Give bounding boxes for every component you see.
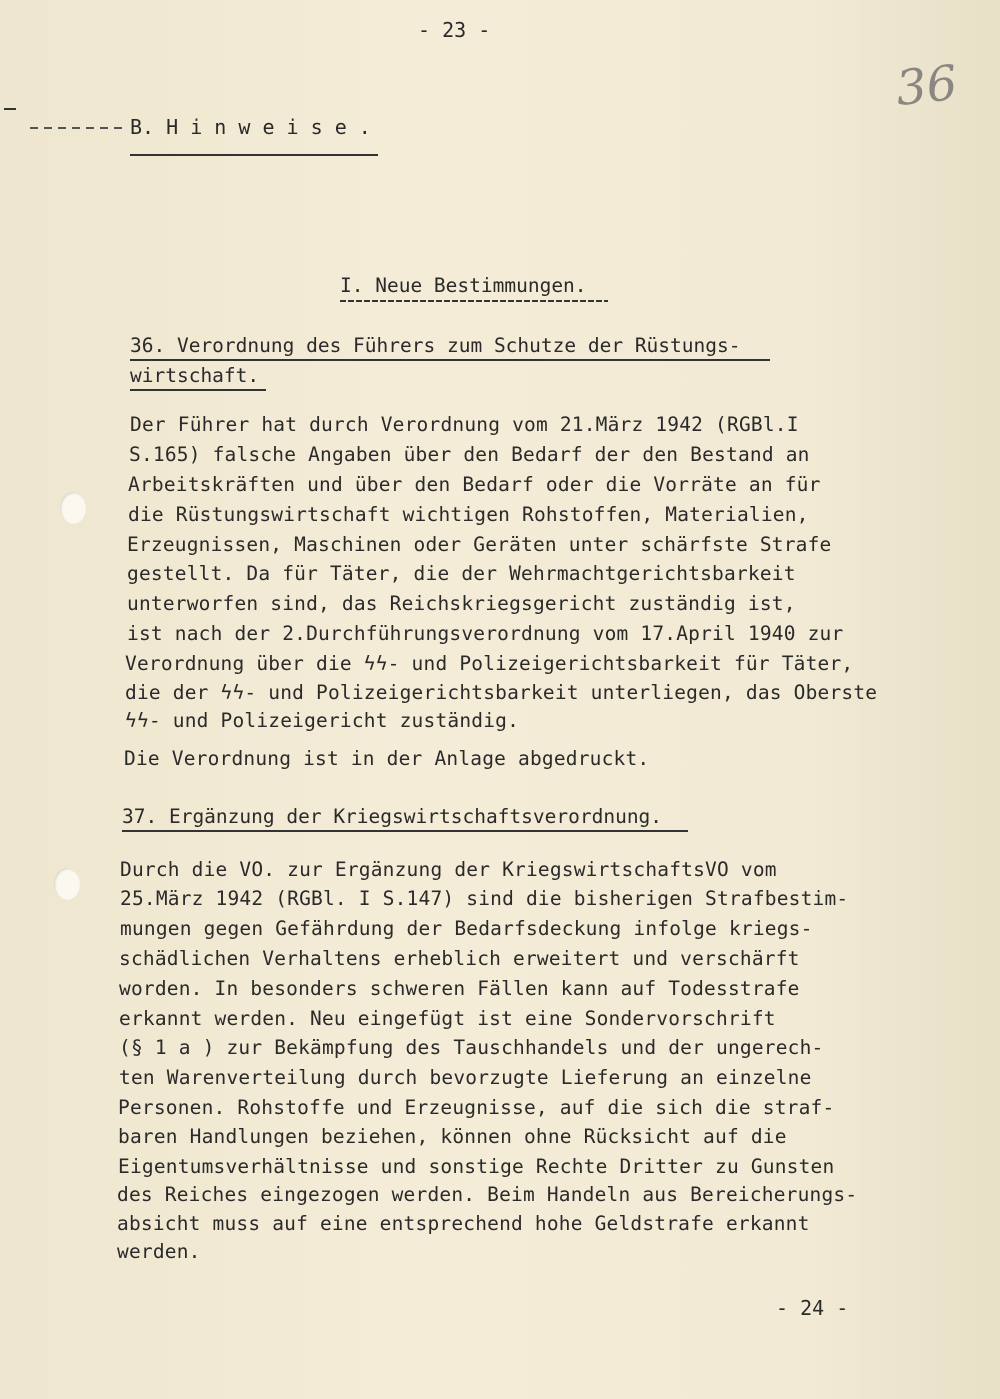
item37-line: 25.März 1942 (RGBl. I S.147) sind die bisherigen Strafbestim- — [120, 887, 849, 910]
item36-line: ist nach der 2.Durchführungsverordnung vom 17.April 1940 zur — [127, 622, 844, 645]
item36-line: die Rüstungswirtschaft wichtigen Rohstoffen, Materialien, — [128, 503, 809, 526]
item36-heading-line2: wirtschaft. — [130, 364, 260, 387]
punch-hole-bottom — [54, 868, 80, 900]
item37-heading-underline — [122, 830, 688, 832]
item37-line: erkannt werden. Neu eingefügt ist eine Sondervorschrift — [119, 1007, 776, 1030]
archive-number: 36 — [893, 54, 960, 118]
item36-line: gestellt. Da für Täter, die der Wehrmachtgerichtsbarkeit — [127, 562, 796, 585]
section-title: B. H i n w e i s e . — [130, 115, 371, 139]
item36-closing: Die Verordnung ist in der Anlage abgedruckt. — [124, 747, 650, 770]
page-number-top: - 23 - — [418, 18, 491, 42]
section-subtitle-underline — [340, 300, 608, 302]
item36-line: Arbeitskräften und über den Bedarf oder die Vorräte an für — [128, 473, 821, 496]
item36-line: S.165) falsche Angaben über den Bedarf der den Bestand an — [129, 443, 810, 466]
next-page-number: - 24 - — [776, 1296, 849, 1320]
section-subtitle: I. Neue Bestimmungen. — [340, 274, 587, 297]
item37-line: ten Warenverteilung durch bevorzugte Lieferung an einzelne — [119, 1066, 812, 1089]
item37-line: worden. In besonders schweren Fällen kann auf Todesstrafe — [119, 977, 800, 1000]
item37-heading: 37. Ergänzung der Kriegswirtschaftsverordnung. — [122, 805, 663, 828]
item36-heading-line1: 36. Verordnung des Führers zum Schutze der Rüstungs- — [130, 334, 741, 357]
item37-line: Personen. Rohstoffe und Erzeugnisse, auf die sich die straf- — [118, 1096, 835, 1119]
item37-line: (§ 1 a ) zur Bekämpfung des Tauschhandels und der ungerech- — [119, 1036, 824, 1059]
item37-line: des Reiches eingezogen werden. Beim Handeln aus Bereicherungs- — [117, 1183, 858, 1206]
item37-line: baren Handlungen beziehen, können ohne Rücksicht auf die — [118, 1125, 787, 1148]
item37-line: werden. — [117, 1240, 201, 1263]
section-title-underline — [130, 154, 378, 156]
item37-line: mungen gegen Gefährdung der Bedarfsdeckung infolge kriegs- — [120, 917, 813, 940]
item36-heading-underline2 — [130, 389, 266, 391]
margin-mark — [4, 108, 16, 110]
item36-heading-underline1 — [130, 359, 770, 361]
item37-line: schädlichen Verhaltens erheblich erweitert und verschärft — [119, 947, 800, 970]
item36-line: Verordnung über die ϟϟ- und Polizeigerichtsbarkeit für Täter, — [125, 652, 854, 675]
item37-line: Eigentumsverhältnisse und sonstige Rechte Dritter zu Gunsten — [118, 1155, 835, 1178]
item36-line: Erzeugnissen, Maschinen oder Geräten unter schärfste Strafe — [127, 533, 832, 556]
item37-line: Durch die VO. zur Ergänzung der KriegswirtschaftsVO vom — [120, 858, 777, 881]
item36-line: die der ϟϟ- und Polizeigerichtsbarkeit unterliegen, das Oberste — [125, 681, 878, 704]
item37-line: absicht muss auf eine entsprechend hohe Geldstrafe erkannt — [117, 1212, 810, 1235]
margin-dash-line — [30, 127, 126, 129]
item36-line: ϟϟ- und Polizeigericht zuständig. — [125, 709, 520, 732]
punch-hole-top — [60, 492, 86, 524]
item36-line: Der Führer hat durch Verordnung vom 21.März 1942 (RGBl.I — [130, 413, 799, 436]
item36-line: unterworfen sind, das Reichskriegsgericht zuständig ist, — [127, 592, 796, 615]
